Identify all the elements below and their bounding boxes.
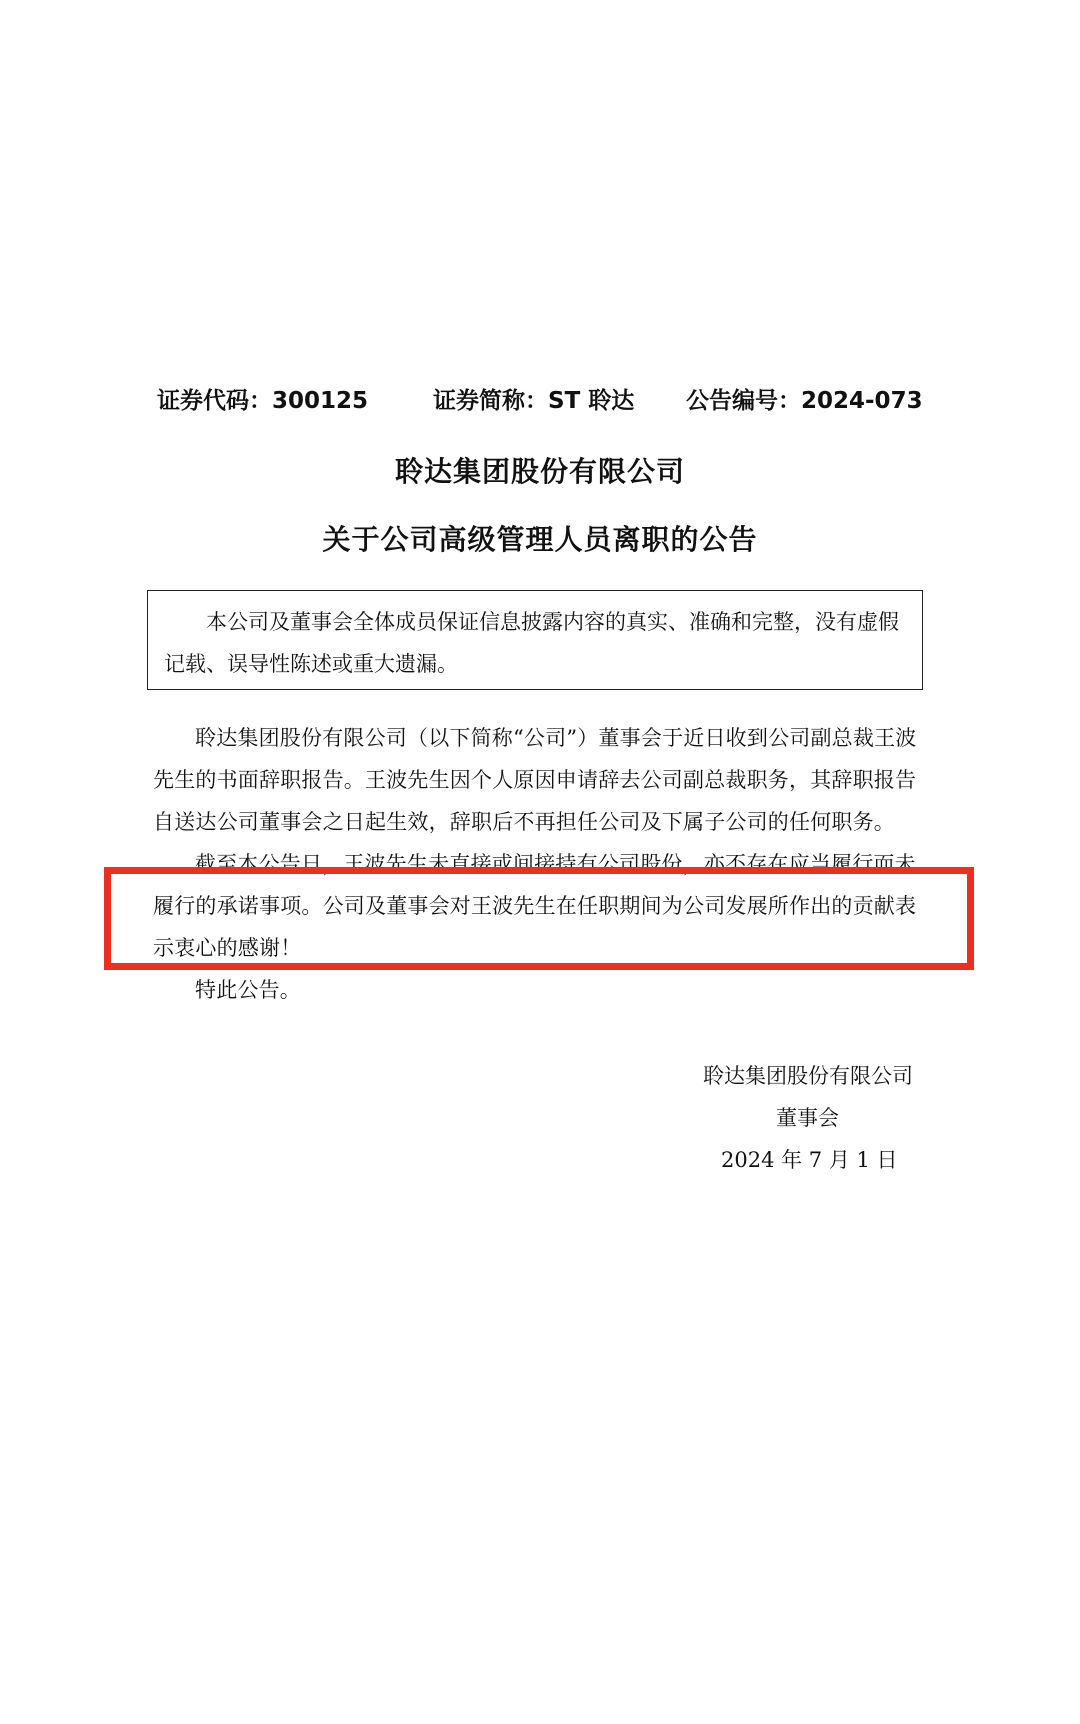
stock-abbreviation: 证券简称：ST 聆达: [433, 388, 635, 414]
paragraph-1-line-2: 先生的书面辞职报告。王波先生因个人原因申请辞去公司副总裁职务，其辞职报告: [153, 768, 917, 792]
signature-board: 董事会: [776, 1106, 839, 1130]
header-line: [0, 382, 1080, 418]
disclaimer-line-1: 本公司及董事会全体成员保证信息披露内容的真实、准确和完整，没有虚假: [206, 610, 899, 634]
highlight-annotation-box: [104, 867, 974, 970]
paragraph-2-line-2: 履行的承诺事项。公司及董事会对王波先生在任职期间为公司发展所作出的贡献表: [153, 894, 917, 918]
disclaimer-line-2: 记载、误导性陈述或重大遗漏。: [164, 652, 458, 676]
paragraph-1-line-3: 自送达公司董事会之日起生效，辞职后不再担任公司及下属子公司的任何职务。: [153, 810, 895, 834]
closing-line: 特此公告。: [195, 978, 301, 1002]
notice-number: 公告编号：2024-073: [686, 388, 923, 414]
stock-code: 证券代码：300125: [157, 388, 369, 414]
paragraph-1-line-1: 聆达集团股份有限公司（以下简称“公司”）董事会于近日收到公司副总裁王波: [195, 726, 917, 750]
notice-title: 关于公司高级管理人员离职的公告: [322, 523, 758, 556]
signature-company: 聆达集团股份有限公司: [703, 1064, 913, 1088]
paragraph-2-line-1: 截至本公告日，王波先生未直接或间接持有公司股份，亦不存在应当履行而未: [195, 852, 916, 876]
signature-date: 2024 年 7 月 1 日: [721, 1148, 898, 1172]
paragraph-2-line-3: 示衷心的感谢！: [153, 936, 302, 960]
company-title: 聆达集团股份有限公司: [394, 455, 685, 488]
